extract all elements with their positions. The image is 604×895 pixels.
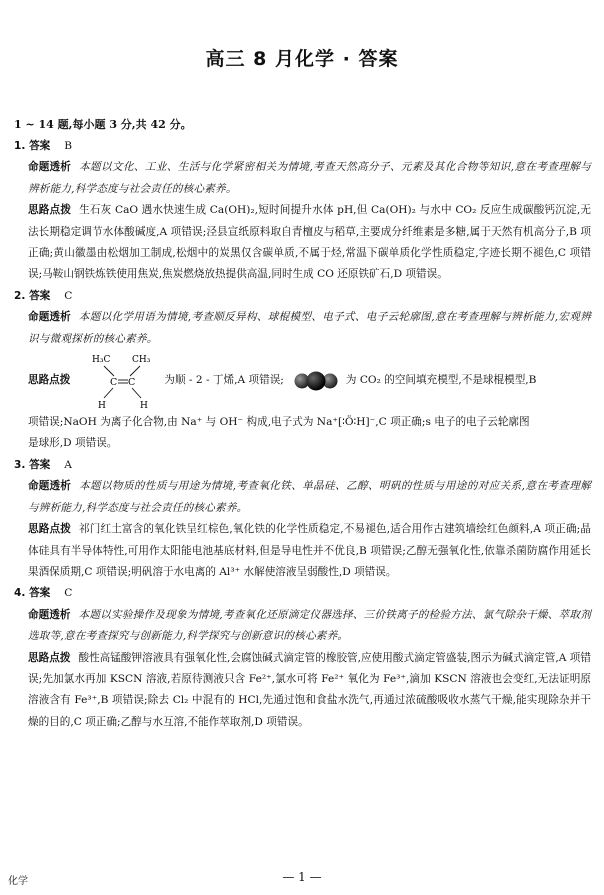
q1-analysis-text: 生石灰 CaO 遇水快速生成 Ca(OH)₂,短时间提升水体 pH,但 Ca(OH)₂ 与水中 CO₂ 反应生成碳酸钙沉淀,无法长期稳定调节水体酸碱度,A 项错误;泾县宣纸原料取自青檀皮与稻草,主要成分纤维素是多糖,属于天然有机高分子,B 项正确;黄山徽墨由松烟加工制成,松烟中的炭黑仅含碳单质,不属于烃,常温下碳单质化学性质稳定,字迹长期不褪色,C 项错误;马鞍山钢铁炼铁使用焦炭,焦炭燃烧放热提供高温,同时生成 CO 还原铁矿石,D 项错误。 <box>28 204 591 281</box>
q1-analysis <box>14 200 591 286</box>
carbon-atom <box>306 372 325 391</box>
mol-ch3-label: CH₃ <box>132 355 151 366</box>
q2-intent-text: 本题以化学用语为情境,考查顺反异构、球棍模型、电子式、电子云轮廓图,意在考查理解与辨析能力,宏观辨识与微观探析的核心素养。 <box>28 311 591 345</box>
q4-intent-text: 本题以实验操作及现象为情境,考查氧化还原滴定仪器选择、三价铁离子的检验方法、氯气除杂干燥、萃取剂选取等,意在考查探究与创新能力,科学探究与创新意识的核心素养。 <box>28 608 591 643</box>
q4-analysis-text: 酸性高锰酸钾溶液具有强氧化性,会腐蚀碱式滴定管的橡胶管,应使用酸式滴定管盛装,图示为碱式滴定管,A 项错误;先加氯水再加 KSCN 溶液,若原待测液只含 Fe²⁺,氯水可将 Fe²⁺ 氧化为 Fe³⁺,滴加 KSCN 溶液也会变红,无法证明原溶液含有 Fe³⁺,B 项错误;除去 Cl₂ 中混有的 HCl,先通过饱和食盐水洗气,再通过浓硫酸吸收水蒸气干燥,能实现除杂并干燥的目的,C 项正确;乙醇与水互溶,不能作萃取剂,D 项错误。 <box>28 651 591 728</box>
intent-label: 命题透析 <box>28 161 72 174</box>
intent-label: 命题透析 <box>28 480 72 493</box>
page-number: — 1 — <box>282 870 322 884</box>
q1-header <box>14 136 591 157</box>
mol-h3c-label: H₃C <box>92 355 111 366</box>
intent-label: 命题透析 <box>28 608 71 621</box>
q2-head-label: 2. 答案 <box>14 289 51 302</box>
mol-h-left: H <box>98 401 107 412</box>
q2-analysis-molecule-row <box>14 350 591 412</box>
q4-header <box>14 583 591 604</box>
q3-head-label: 3. 答案 <box>14 458 51 471</box>
q1-intent <box>14 157 591 200</box>
q3-analysis <box>14 519 591 583</box>
q2-analysis-line3: 是球形,D 项错误。 <box>28 437 118 450</box>
q2-analysis-line2: 项错误;NaOH 为离子化合物,由 Na⁺ 与 OH⁻ 构成,电子式为 Na⁺[∶Ö∶H]⁻,C 项正确;s 电子的电子云轮廓图 <box>28 416 530 429</box>
answer-content <box>14 136 591 733</box>
q3-answer: A <box>64 458 72 471</box>
q3-intent-text: 本题以物质的性质与用途为情境,考查氧化铁、单晶硅、乙醇、明矾的性质与用途的对应关系,意在考查理解与辨析能力,科学态度与社会责任的核心素养。 <box>28 480 591 514</box>
co2-space-filling-model <box>294 371 338 391</box>
q4-analysis <box>14 648 591 734</box>
footer-subject: 化学 <box>8 876 28 887</box>
q2-header <box>14 286 591 307</box>
mol-c-left: C <box>110 377 118 389</box>
butene-structure-diagram <box>88 350 156 412</box>
q1-head-label: 1. 答案 <box>14 140 51 152</box>
score-intro: 1 ~ 14 题,每小题 3 分,共 42 分。 <box>14 118 192 131</box>
q2-after-molecule: 为顺 - 2 - 丁烯,A 项错误; <box>164 374 284 387</box>
analysis-label: 思路点拨 <box>28 374 71 387</box>
q4-head-label: 4. 答案 <box>14 587 51 600</box>
page-title: 高三 8 月化学 · 答案 <box>205 48 399 70</box>
intent-label: 命题透析 <box>28 311 71 324</box>
q3-header <box>14 455 591 476</box>
analysis-label: 思路点拨 <box>28 523 71 536</box>
mol-c-right: C <box>128 377 136 389</box>
analysis-label: 思路点拨 <box>28 204 72 217</box>
q1-answer: B <box>64 140 73 152</box>
q1-intent-text: 本题以文化、工业、生活与化学紧密相关为情境,考查天然高分子、元素及其化合物等知识,意在考查理解与辨析能力,科学态度与社会责任的核心素养。 <box>28 161 591 195</box>
q3-intent <box>14 476 591 519</box>
q3-analysis-text: 祁门红土富含的氧化铁呈红棕色,氧化铁的化学性质稳定,不易褪色,适合用作古建筑墙绘红色颜料,A 项正确;晶体硅具有半导体特性,可用作太阳能电池基底材料,但是导电性并不优良,B 项错误;乙醇无强氧化性,依靠杀菌防腐作用延长果酒保质期,C 项错误;明矾溶于水电离的 Al³⁺ 水解使溶液呈弱酸性,D 项错误。 <box>28 523 591 578</box>
mol-h-right: H <box>140 401 149 412</box>
q2-after-balls: 为 CO₂ 的空间填充模型,不是球棍模型,B <box>345 374 537 387</box>
analysis-label: 思路点拨 <box>28 651 71 664</box>
q4-answer: C <box>64 587 73 600</box>
q4-intent <box>14 605 591 648</box>
q2-answer: C <box>64 289 73 302</box>
q2-intent <box>14 307 591 350</box>
